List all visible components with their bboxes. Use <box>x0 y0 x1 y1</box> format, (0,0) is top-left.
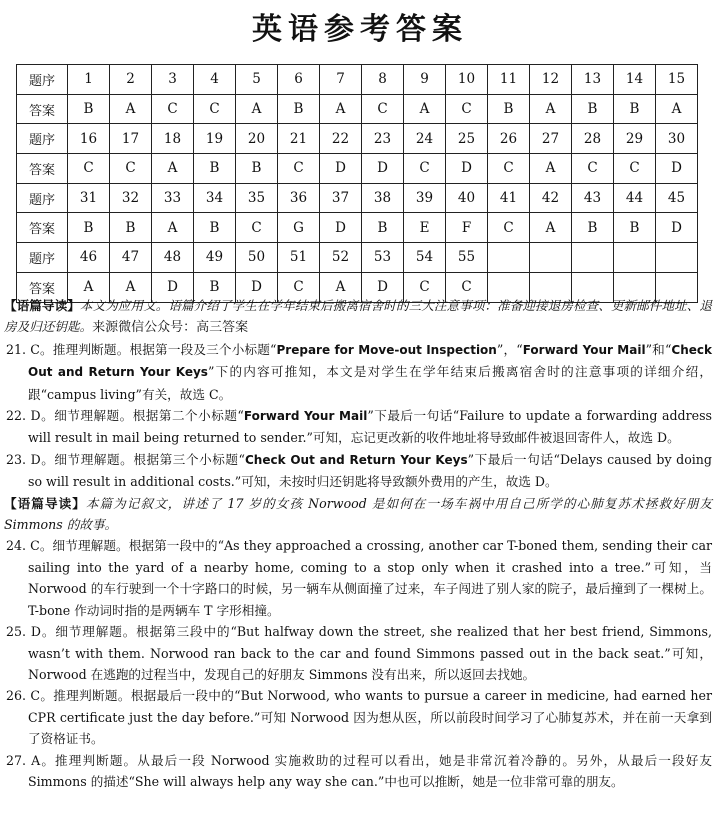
question-number-cell: 16 <box>68 124 110 154</box>
question-number-cell: 32 <box>110 183 152 213</box>
explanations <box>4 295 712 792</box>
answer-cell: A <box>320 272 362 302</box>
question-number-cell: 19 <box>194 124 236 154</box>
source-note: 来源微信公众号：高三答案 <box>92 320 249 336</box>
passage-intro-1 <box>4 295 712 339</box>
answer-cell: D <box>446 154 488 184</box>
question-number-cell <box>572 243 614 273</box>
answer-explanation-23: 23. D。细节理解题。根据第三个小标题“Check Out and Return Your Keys”下最后一句话“Delays caused by doing so will result in additional costs.”可知，未按时归还钥匙将导致额外费用的产生，故选 D。 <box>6 451 712 490</box>
answer-cell: B <box>614 94 656 124</box>
intro-tag: 【语篇导读】 <box>4 495 86 511</box>
question-number-cell: 50 <box>236 243 278 273</box>
answer-cell: C <box>110 154 152 184</box>
row-header: 答案 <box>17 94 68 124</box>
answer-row <box>17 213 698 243</box>
question-number-cell: 23 <box>362 124 404 154</box>
question-number-cell <box>656 243 698 273</box>
question-number-cell: 12 <box>530 65 572 95</box>
question-number-row <box>17 183 698 213</box>
question-number-cell: 6 <box>278 65 320 95</box>
question-number-cell: 18 <box>152 124 194 154</box>
answer-cell: C <box>278 272 320 302</box>
answer-cell: A <box>530 154 572 184</box>
question-number-cell: 2 <box>110 65 152 95</box>
answer-cell: B <box>278 94 320 124</box>
question-number-cell: 42 <box>530 183 572 213</box>
question-number-cell: 15 <box>656 65 698 95</box>
question-number-cell: 3 <box>152 65 194 95</box>
answer-cell: B <box>572 213 614 243</box>
answer-cell: B <box>110 213 152 243</box>
answer-cell: C <box>236 213 278 243</box>
answer-cell: B <box>194 272 236 302</box>
row-header: 题序 <box>17 124 68 154</box>
answer-cell: A <box>152 154 194 184</box>
question-number-row <box>17 124 698 154</box>
question-number-cell: 37 <box>320 183 362 213</box>
answer-cell: B <box>362 213 404 243</box>
answer-cell: B <box>68 213 110 243</box>
question-number-cell: 25 <box>446 124 488 154</box>
question-number-cell: 36 <box>278 183 320 213</box>
answer-cell: C <box>278 154 320 184</box>
intro-text: 本篇为记叙文，讲述了 17 岁的女孩 Norwood 是如何在一场车祸中用自己所学的心肺复苏术拯救好朋友 Simmons 的故事。 <box>4 495 712 533</box>
question-number-cell: 38 <box>362 183 404 213</box>
question-number-row <box>17 243 698 273</box>
answer-cell: D <box>656 213 698 243</box>
answer-explanation-21: 21. C。推理判断题。根据第一段及三个小标题“Prepare for Move-out Inspection”，“Forward Your Mail”和“Check Out and Return Your Keys”下的内容可推知，本文是对学生在学年结束后搬离宿舍时的注意事项的详细介绍，跟“campus living”有关，故选 C。 <box>6 341 712 402</box>
answer-explanation-22: 22. D。细节理解题。根据第二个小标题“Forward Your Mail”下最后一句话“Failure to update a forwarding address will result in mail being returned to sender.”可知，忘记更改新的收件地址将导致邮件被退回寄件人，故选 D。 <box>6 408 712 446</box>
row-header: 答案 <box>17 272 68 302</box>
answer-cell: D <box>362 154 404 184</box>
question-number-cell: 30 <box>656 124 698 154</box>
question-number-cell: 55 <box>446 243 488 273</box>
subheading: Prepare for Move-out Inspection <box>276 342 497 357</box>
answer-table <box>16 64 698 303</box>
question-number-cell: 13 <box>572 65 614 95</box>
answer-cell: B <box>236 154 278 184</box>
question-number-cell: 40 <box>446 183 488 213</box>
answer-cell: C <box>488 213 530 243</box>
answer-cell: A <box>404 94 446 124</box>
intro-tag: 【语篇导读】 <box>4 298 80 313</box>
answer-cell: C <box>404 154 446 184</box>
answer-cell: D <box>362 272 404 302</box>
answer-cell: A <box>320 94 362 124</box>
answer-cell: C <box>404 272 446 302</box>
question-number-cell <box>530 243 572 273</box>
question-number-cell: 22 <box>320 124 362 154</box>
subheading: Check Out and Return Your Keys <box>245 452 468 467</box>
row-header: 题序 <box>17 183 68 213</box>
question-number-cell <box>614 243 656 273</box>
answer-cell: F <box>446 213 488 243</box>
answer-explanation-25: 25. D。细节理解题。根据第三段中的“But halfway down the street, she realized that her best friend, Simmons, wasn’t with them. Norwood ran back to the car and found Simmons passed out in the back seat.”可知，Norwood 在逃跑的过程当中，发现自己的好朋友 Simmons 没有出来，所以返回去找她。 <box>6 624 712 682</box>
answer-explanation-24: 24. C。细节理解题。根据第一段中的“As they approached a crossing, another car T-boned them, sending their car sailing into the yard of a nearby home, coming to a stop only when it crashed into a tree.”可知，当 Norwood 的车行驶到一个十字路口的时候，另一辆车从侧面撞了过来，车子闯进了别人家的院子，最后撞到了一棵树上。T-bone 作动词时指的是两辆车 T 字形相撞。 <box>6 538 712 618</box>
answer-cell: C <box>68 154 110 184</box>
answer-cell: D <box>656 154 698 184</box>
row-header: 题序 <box>17 243 68 273</box>
answer-row <box>17 94 698 124</box>
answer-cell: A <box>530 213 572 243</box>
question-number-cell: 48 <box>152 243 194 273</box>
question-number-cell: 26 <box>488 124 530 154</box>
answer-cell: C <box>446 94 488 124</box>
answer-cell: D <box>152 272 194 302</box>
answer-cell: C <box>446 272 488 302</box>
answer-cell: B <box>572 94 614 124</box>
answer-cell: B <box>68 94 110 124</box>
answer-cell: C <box>614 154 656 184</box>
answer-cell: C <box>194 94 236 124</box>
passage-intro-2 <box>4 493 712 536</box>
question-number-cell: 28 <box>572 124 614 154</box>
subheading: Forward Your Mail <box>522 342 646 357</box>
answer-cell: E <box>404 213 446 243</box>
answer-cell: A <box>110 272 152 302</box>
row-header: 答案 <box>17 213 68 243</box>
answer-cell: D <box>320 154 362 184</box>
row-header: 题序 <box>17 65 68 95</box>
question-number-cell: 33 <box>152 183 194 213</box>
answer-cell: B <box>194 154 236 184</box>
question-number-cell: 5 <box>236 65 278 95</box>
answer-explanation-26: 26. C。推理判断题。根据最后一段中的“But Norwood, who wants to pursue a career in medicine, had earned her CPR certificate just the day before.”可知 Norwood 因为想从医，所以前段时间学习了心肺复苏术，并在前一天拿到了资格证书。 <box>6 688 712 747</box>
question-number-cell: 44 <box>614 183 656 213</box>
answer-cell: D <box>236 272 278 302</box>
answer-cell: C <box>488 154 530 184</box>
answer-cell: A <box>68 272 110 302</box>
question-number-cell <box>488 243 530 273</box>
answer-cell: A <box>656 94 698 124</box>
question-number-cell: 31 <box>68 183 110 213</box>
answer-cell: C <box>152 94 194 124</box>
answer-row <box>17 154 698 184</box>
question-number-cell: 10 <box>446 65 488 95</box>
question-number-cell: 24 <box>404 124 446 154</box>
answer-cell: B <box>614 213 656 243</box>
question-number-cell: 27 <box>530 124 572 154</box>
answer-explanation-27: 27. A。推理判断题。从最后一段 Norwood 实施救助的过程可以看出，她是非常沉着冷静的。另外，从最后一段好友 Simmons 的描述“She will always help any way she can.”中也可以推断，她是一位非常可靠的朋友。 <box>6 752 712 789</box>
question-number-cell: 51 <box>278 243 320 273</box>
answer-cell: A <box>110 94 152 124</box>
question-number-cell: 39 <box>404 183 446 213</box>
answer-cell: D <box>320 213 362 243</box>
question-number-cell: 45 <box>656 183 698 213</box>
question-number-cell: 8 <box>362 65 404 95</box>
answer-cell: A <box>152 213 194 243</box>
question-number-cell: 49 <box>194 243 236 273</box>
question-number-cell: 52 <box>320 243 362 273</box>
question-number-cell: 43 <box>572 183 614 213</box>
page-title: 英语参考答案 <box>252 12 468 47</box>
answer-cell: A <box>530 94 572 124</box>
question-number-cell: 17 <box>110 124 152 154</box>
answer-cell: G <box>278 213 320 243</box>
question-number-cell: 41 <box>488 183 530 213</box>
answer-cell: A <box>236 94 278 124</box>
question-number-row <box>17 65 698 95</box>
question-number-cell: 54 <box>404 243 446 273</box>
question-number-cell: 34 <box>194 183 236 213</box>
subheading: Check Out and Return Your Keys <box>28 342 712 380</box>
question-number-cell: 35 <box>236 183 278 213</box>
answer-cell: C <box>362 94 404 124</box>
question-number-cell: 14 <box>614 65 656 95</box>
question-number-cell: 20 <box>236 124 278 154</box>
question-number-cell: 1 <box>68 65 110 95</box>
question-number-cell: 9 <box>404 65 446 95</box>
question-number-cell: 29 <box>614 124 656 154</box>
question-number-cell: 7 <box>320 65 362 95</box>
intro-text: 本文为应用文。语篇介绍了学生在学年结束后搬离宿舍时的三大注意事项：准备迎接退房检查、更新邮件地址、退房及归还钥匙。 <box>4 298 713 335</box>
question-number-cell: 4 <box>194 65 236 95</box>
question-number-cell: 21 <box>278 124 320 154</box>
question-number-cell: 11 <box>488 65 530 95</box>
question-number-cell: 46 <box>68 243 110 273</box>
answer-cell: B <box>194 213 236 243</box>
question-number-cell: 53 <box>362 243 404 273</box>
question-number-cell: 47 <box>110 243 152 273</box>
answer-cell: C <box>572 154 614 184</box>
row-header: 答案 <box>17 154 68 184</box>
subheading: Forward Your Mail <box>243 409 368 424</box>
answer-cell: B <box>488 94 530 124</box>
